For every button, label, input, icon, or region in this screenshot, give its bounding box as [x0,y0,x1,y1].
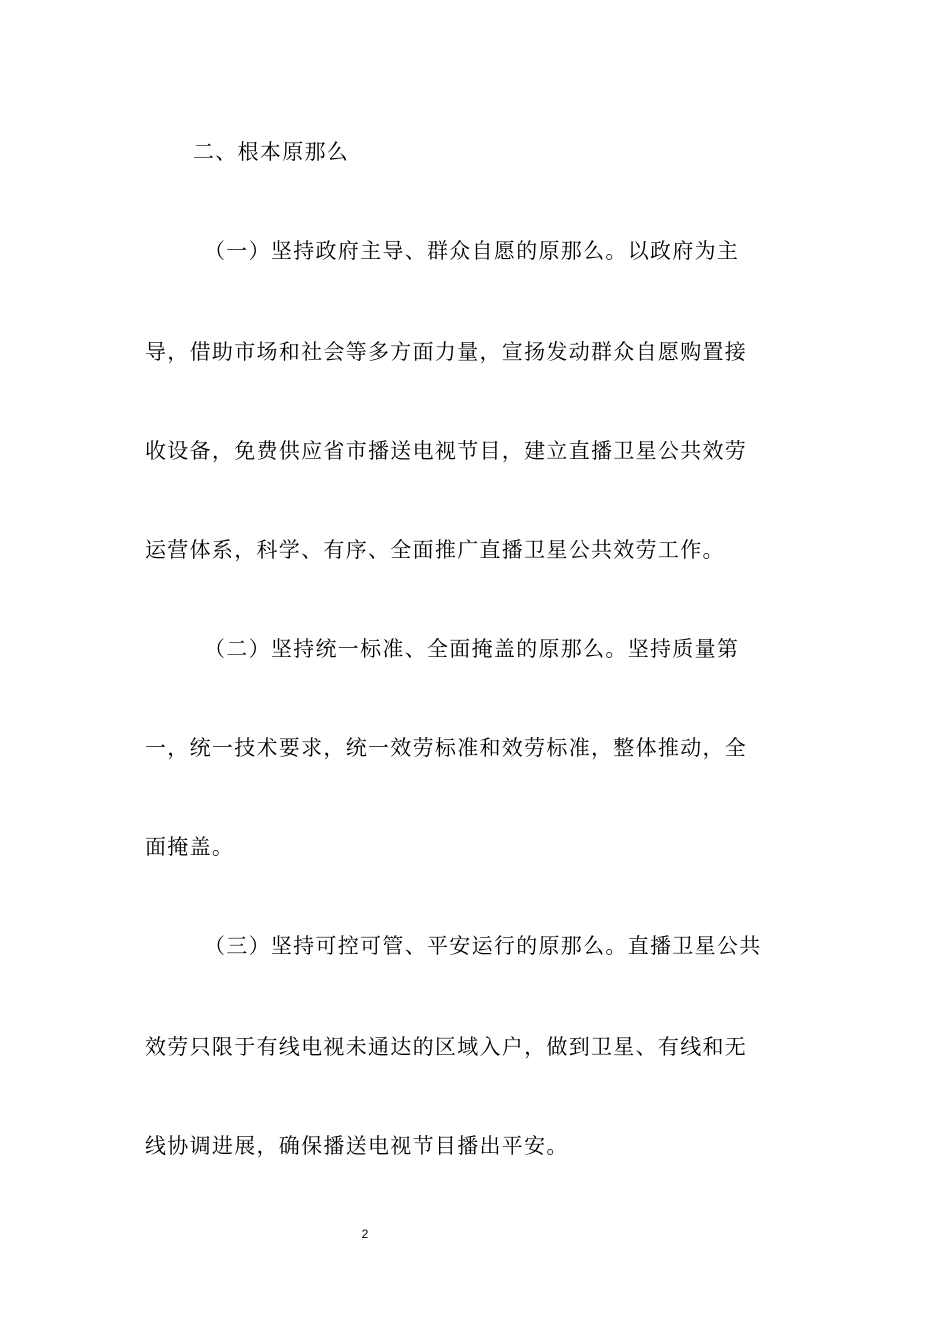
paragraph-2-line-1: （二）坚持统一标准、全面掩盖的原那么。坚持质量第 [204,637,740,661]
paragraph-3-line-2: 效劳只限于有线电视未通达的区域入户，做到卫星、有线和无 [145,1035,748,1059]
paragraph-2-line-3: 面掩盖。 [145,835,235,859]
paragraph-1-line-2: 导，借助市场和社会等多方面力量，宣扬发动群众自愿购置接 [145,340,748,364]
paragraph-1-line-3: 收设备，免费供应省市播送电视节目，建立直播卫星公共效劳 [145,439,748,463]
paragraph-1-line-4: 运营体系，科学、有序、全面推广直播卫星公共效劳工作。 [145,538,725,562]
paragraph-1-line-1: （一）坚持政府主导、群众自愿的原那么。以政府为主 [204,239,740,263]
section-heading: 二、根本原那么 [193,140,350,164]
paragraph-2-line-2: 一，统一技术要求，统一效劳标准和效劳标准，整体推动，全 [145,736,748,760]
page-number: 2 [361,1227,369,1241]
paragraph-3-line-1: （三）坚持可控可管、平安运行的原那么。直播卫星公共 [204,934,762,958]
paragraph-3-line-3: 线协调进展，确保播送电视节目播出平安。 [145,1134,569,1158]
